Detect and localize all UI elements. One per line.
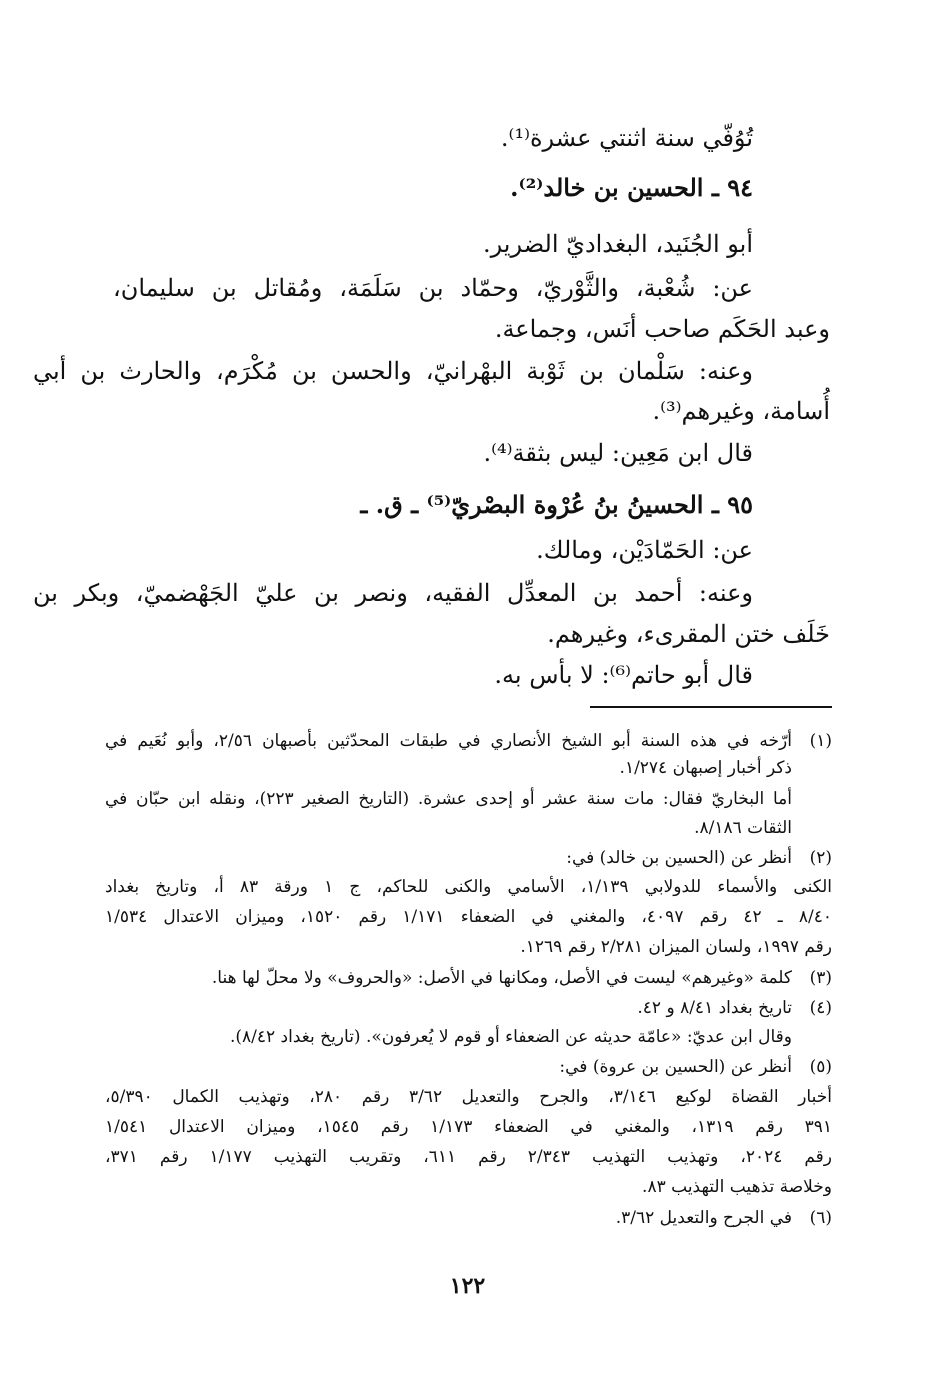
footnote-line: ذكر أخبار إصبهان ١/٢٧٤. <box>619 758 792 778</box>
footnote-line: أما البخاريّ فقال: مات سنة عشر أو إحدى عشرة. (التاريخ الصغير ٢٢٣)، ونقله ابن حبّان في <box>105 789 792 809</box>
body-line: أبو الجُنَيد، البغداديّ الضرير. <box>482 230 753 258</box>
page-number: ١٢٢ <box>449 1273 486 1299</box>
body-line: أُسامة، وغيرهم⁽³⁾. <box>652 397 830 425</box>
footnote-line: ٨/٤٠ ـ ٤٢ رقم ٤٠٩٧، والمغني في الضعفاء ١/١٧١ رقم ١٥٢٠، وميزان الاعتدال ١/٥٣٤ <box>105 907 832 927</box>
body-line: وعنه: سَلْمان بن ثَوْبة البهْرانيّ، والحسن بن مُكْرَم، والحارث بن أبي <box>33 357 754 385</box>
footnote-line: ٣٩١ رقم ١٣١٩، والمغني في الضعفاء ١/١٧٣ رقم ١٥٤٥، وميزان الاعتدال ١/٥٤١ <box>105 1117 833 1137</box>
footnote-number: (٤) <box>809 998 832 1018</box>
body-line: عن: شُعْبة، والثَّوْريّ، وحمّاد بن سَلَمَة، ومُقاتل بن سليمان، <box>113 274 753 302</box>
body-line: قال ابن مَعِين: ليس بثقة⁽⁴⁾. <box>483 439 753 467</box>
body-line: وعبد الحَكَم صاحب أنَس، وجماعة. <box>494 315 830 343</box>
body-line: عن: الحَمّادَيْن، ومالك. <box>536 536 753 564</box>
footnote-number: (١) <box>809 731 832 751</box>
footnote-line: وخلاصة تذهيب التهذيب ٨٣. <box>642 1177 832 1197</box>
footnote-number: (٦) <box>809 1208 832 1228</box>
footnote-line: في الجرح والتعديل ٣/٦٢. <box>615 1208 792 1228</box>
footnote-number: (٢) <box>809 848 832 868</box>
body-line: خَلَف ختن المقرىء، وغيرهم. <box>547 620 830 648</box>
footnote-line: تاريخ بغداد ٨/٤١ و ٤٢. <box>637 998 792 1018</box>
body-line: قال أبو حاتم⁽⁶⁾: لا بأس به. <box>494 661 753 689</box>
footnote-line: أنظر عن (الحسين بن خالد) في: <box>566 848 792 868</box>
footnote-number: (٣) <box>809 968 832 988</box>
body-line: وعنه: أحمد بن المعدِّل الفقيه، ونصر بن عليّ الجَهْضميّ، وبكر بن <box>33 579 753 607</box>
footnote-line: رقم ١٩٩٧، ولسان الميزان ٢/٢٨١ رقم ١٢٦٩. <box>520 937 832 957</box>
footnote-line: أخبار القضاة لوكيع ٣/١٤٦، والجرح والتعديل ٣/٦٢ رقم ٢٨٠، وتهذيب الكمال ٥/٣٩٠، <box>105 1087 832 1107</box>
footnote-line: الثقات ٨/١٨٦. <box>694 818 792 838</box>
footnote-line: رقم ٢٠٢٤، وتهذيب التهذيب ٢/٣٤٣ رقم ٦١١، وتقريب التهذيب ١/١٧٧ رقم ٣٧١، <box>105 1147 832 1167</box>
body-line: تُوُفّي سنة اثنتي عشرة⁽¹⁾. <box>500 124 753 152</box>
footnote-line: أرّخه في هذه السنة أبو الشيخ الأنصاري في طبقات المحدّثين بأصبهان ٢/٥٦، وأبو نُعَيم في <box>105 731 792 751</box>
footnote-separator <box>590 706 832 708</box>
footnote-line: الكنى والأسماء للدولابي ١/١٣٩، الأسامي والكنى للحاكم، ج ١ ورقة ٨٣ أ، وتاريخ بغداد <box>105 877 833 897</box>
footnote-number: (٥) <box>809 1057 832 1077</box>
entry-heading: ٩٥ ـ الحسينُ بنُ عُرْوة البصْريّ⁽⁵⁾ ـ ق. ـ <box>360 490 753 519</box>
footnote-line: كلمة «وغيرهم» ليست في الأصل، ومكانها في الأصل: «والحروف» ولا محلّ لها هنا. <box>211 968 792 988</box>
entry-heading: ٩٤ ـ الحسين بن خالد⁽²⁾. <box>510 173 753 202</box>
footnote-line: وقال ابن عديّ: «عامّة حديثه عن الضعفاء أو قوم لا يُعرفون». (تاريخ بغداد ٨/٤٢). <box>229 1027 792 1047</box>
footnote-line: أنظر عن (الحسين بن عروة) في: <box>559 1057 792 1077</box>
